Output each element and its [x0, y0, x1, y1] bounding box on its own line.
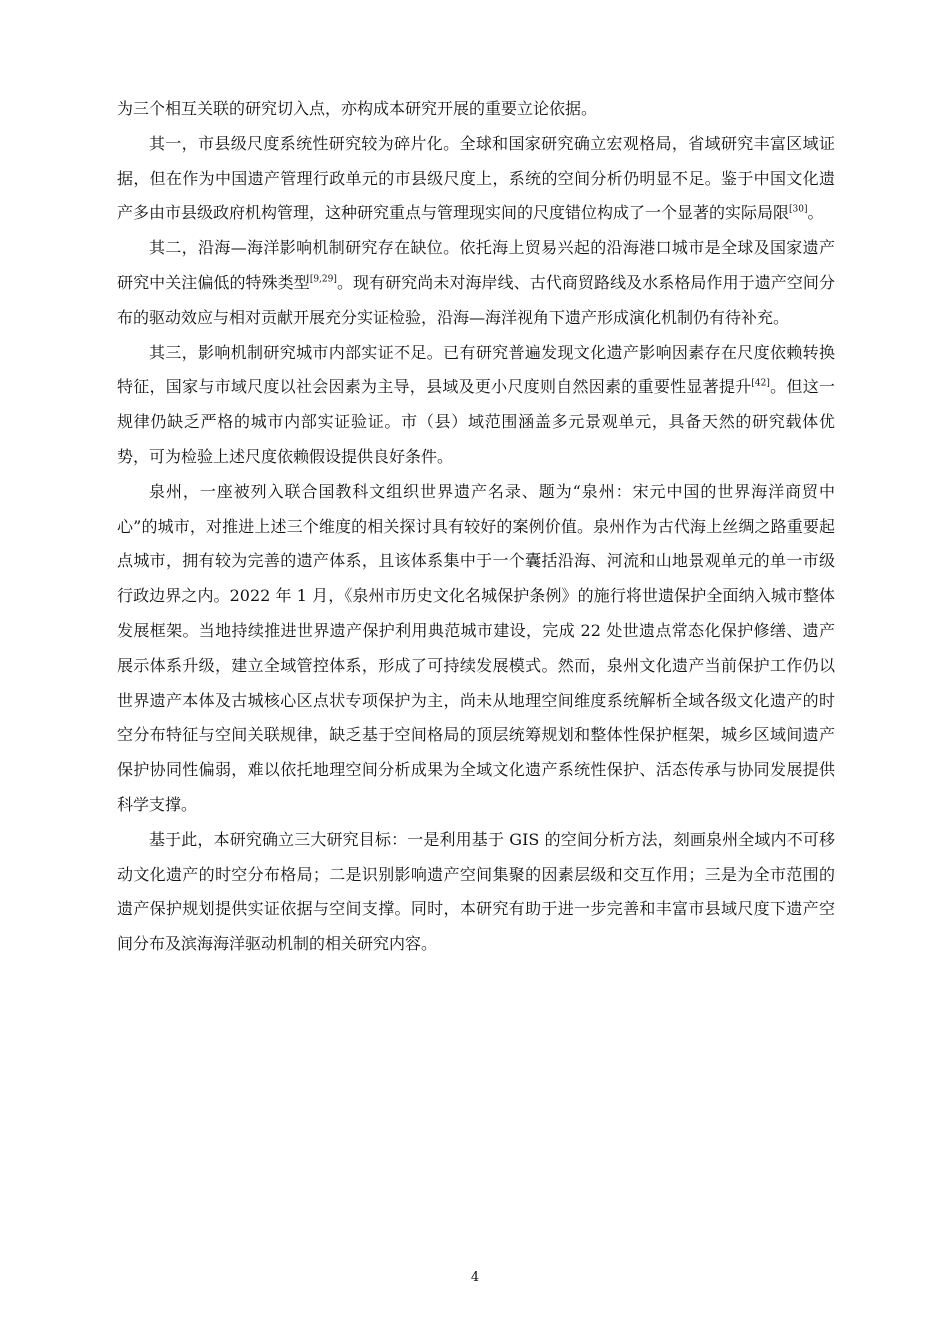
- page-number: 4: [470, 1270, 480, 1285]
- body-paragraph: [117, 336, 835, 475]
- paragraph-text: 为三个相互关联的研究切入点，亦构成本研究开展的重要立论依据。: [117, 99, 598, 118]
- citation-reference: [9,29]: [309, 274, 337, 285]
- paragraph-text: 其三，影响机制研究城市内部实证不足。已有研究普遍发现文化遗产影响因素存在尺度依赖转换特征，国家与市域尺度以社会因素为主导，县域及更小尺度则自然因素的重要性显著提升: [117, 342, 835, 397]
- paragraph-text: 泉州，一座被列入联合国教科文组织世界遗产名录、题为“泉州：宋元中国的世界海洋商贸中心”的城市，对推进上述三个维度的相关探讨具有较好的案例价值。泉州作为古代海上丝绸之路重要起点城市，拥有较为完善的遗产体系，且该体系集中于一个囊括沿海、河流和山地景观单元的单一市级行政边界之内。2022 年 1 月，《泉州市历史文化名城保护条例》的施行将世遗保护全面纳入城市整体发展框架。当地持续推进世界遗产保护利用典范城市建设，完成 22 处世遗点常态化保护修缮、遗产展示体系升级，建立全域管控体系，形成了可持续发展模式。然而，泉州文化遗产当前保护工作仍以世界遗产本体及古城核心区点状专项保护为主，尚未从地理空间维度系统解析全域各级文化遗产的时空分布特征与空间关联规律，缺乏基于空间格局的顶层统筹规划和整体性保护框架，城乡区域间遗产保护协同性偏弱，难以依托地理空间分析成果为全域文化遗产系统性保护、活态传承与协同发展提供科学支撑。: [117, 481, 835, 814]
- body-paragraph: [117, 127, 835, 231]
- paragraph-text: 。现有研究尚未对海岸线、古代商贸路线及水系格局作用于遗产空间分布的驱动效应与相对贡献开展充分实证检验，沿海—海洋视角下遗产形成演化机制仍有待补充。: [117, 272, 835, 327]
- paragraph-text: 其一，市县级尺度系统性研究较为碎片化。全球和国家研究确立宏观格局，省域研究丰富区域证据，但在作为中国遗产管理行政单元的市县级尺度上，系统的空间分析仍明显不足。鉴于中国文化遗产多由市县级政府机构管理，这种研究重点与管理现实间的尺度错位构成了一个显著的实际局限: [117, 133, 835, 223]
- body-paragraph: [117, 231, 835, 335]
- body-paragraph: [117, 475, 835, 823]
- citation-reference: [42]: [751, 379, 770, 390]
- body-paragraph: [117, 92, 835, 127]
- body-text: [117, 92, 835, 962]
- paragraph-text: 基于此，本研究确立三大研究目标：一是利用基于 GIS 的空间分析方法，刻画泉州全域内不可移动文化遗产的时空分布格局；二是识别影响遗产空间集聚的因素层级和交互作用；三是为全市范围的遗产保护规划提供实证依据与空间支撑。同时，本研究有助于进一步完善和丰富市县域尺度下遗产空间分布及滨海海洋驱动机制的相关研究内容。: [117, 829, 835, 954]
- paragraph-text: 。但这一规律仍缺乏严格的城市内部实证验证。市（县）域范围涵盖多元景观单元，具备天然的研究载体优势，可为检验上述尺度依赖假设提供良好条件。: [117, 377, 835, 466]
- paragraph-text: 其二，沿海—海洋影响机制研究存在缺位。依托海上贸易兴起的沿海港口城市是全球及国家遗产研究中关注偏低的特殊类型: [117, 238, 835, 292]
- paragraph-text: 。: [807, 203, 824, 223]
- body-paragraph: [117, 823, 835, 962]
- citation-reference: [30]: [789, 205, 808, 216]
